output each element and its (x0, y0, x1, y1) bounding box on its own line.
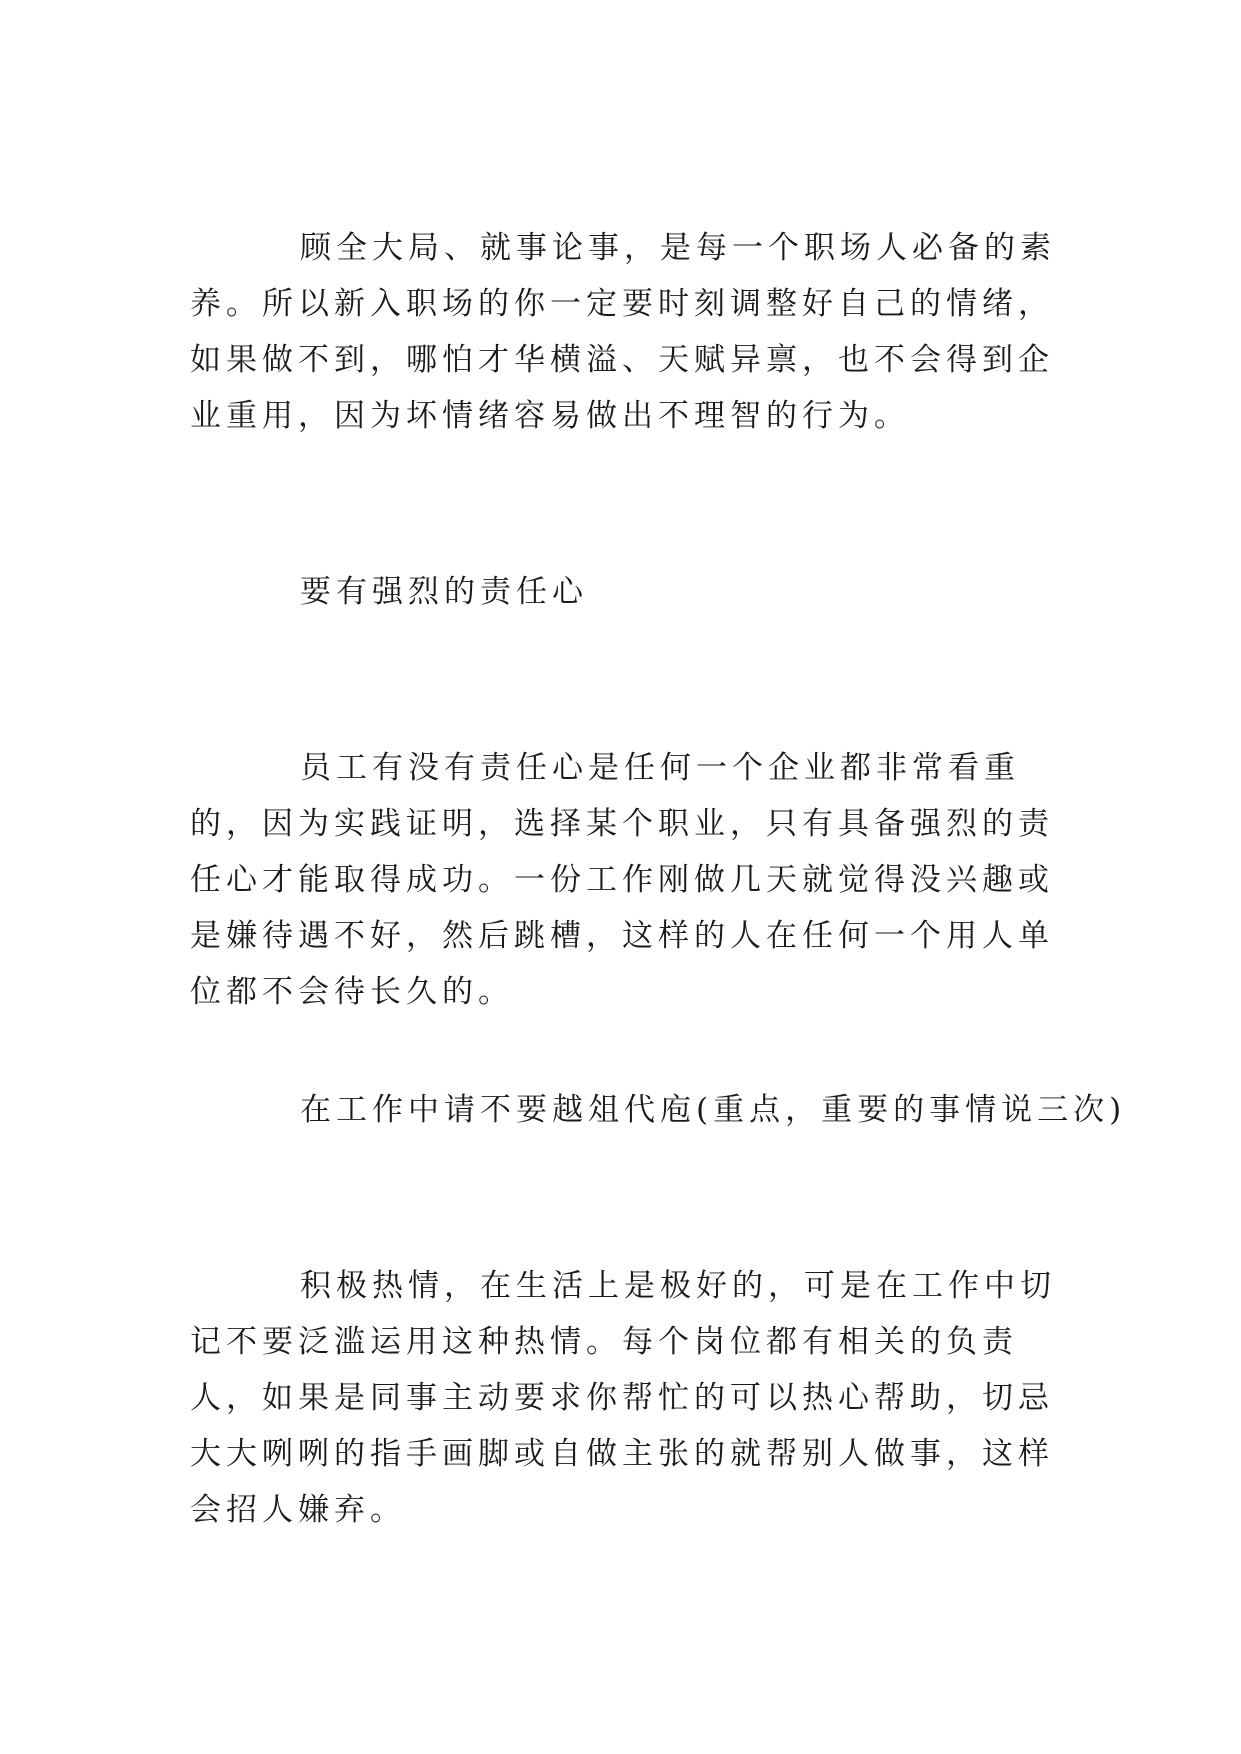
body-paragraph: 积极热情，在生活上是极好的，可是在工作中切记不要泛滥运用这种热情。每个岗位都有相关的负责人，如果是同事主动要求你帮忙的可以热心帮助，切忌大大咧咧的指手画脚或自做主张的就帮别人做事，这样会招人嫌弃。 (190, 1268, 1056, 1528)
section-heading: 要有强烈的责任心 (300, 574, 588, 610)
section-heading: 在工作中请不要越俎代庖(重点，重要的事情说三次) (300, 1092, 1127, 1128)
body-paragraph: 顾全大局、就事论事，是每一个职场人必备的素养。所以新入职场的你一定要时刻调整好自己的情绪，如果做不到，哪怕才华横溢、天赋异禀，也不会得到企业重用，因为坏情绪容易做出不理智的行为。 (190, 230, 1056, 434)
body-paragraph: 员工有没有责任心是任何一个企业都非常看重的，因为实践证明，选择某个职业，只有具备强烈的责任心才能取得成功。一份工作刚做几天就觉得没兴趣或是嫌待遇不好，然后跳槽，这样的人在任何一个用人单位都不会待长久的。 (190, 750, 1054, 1010)
